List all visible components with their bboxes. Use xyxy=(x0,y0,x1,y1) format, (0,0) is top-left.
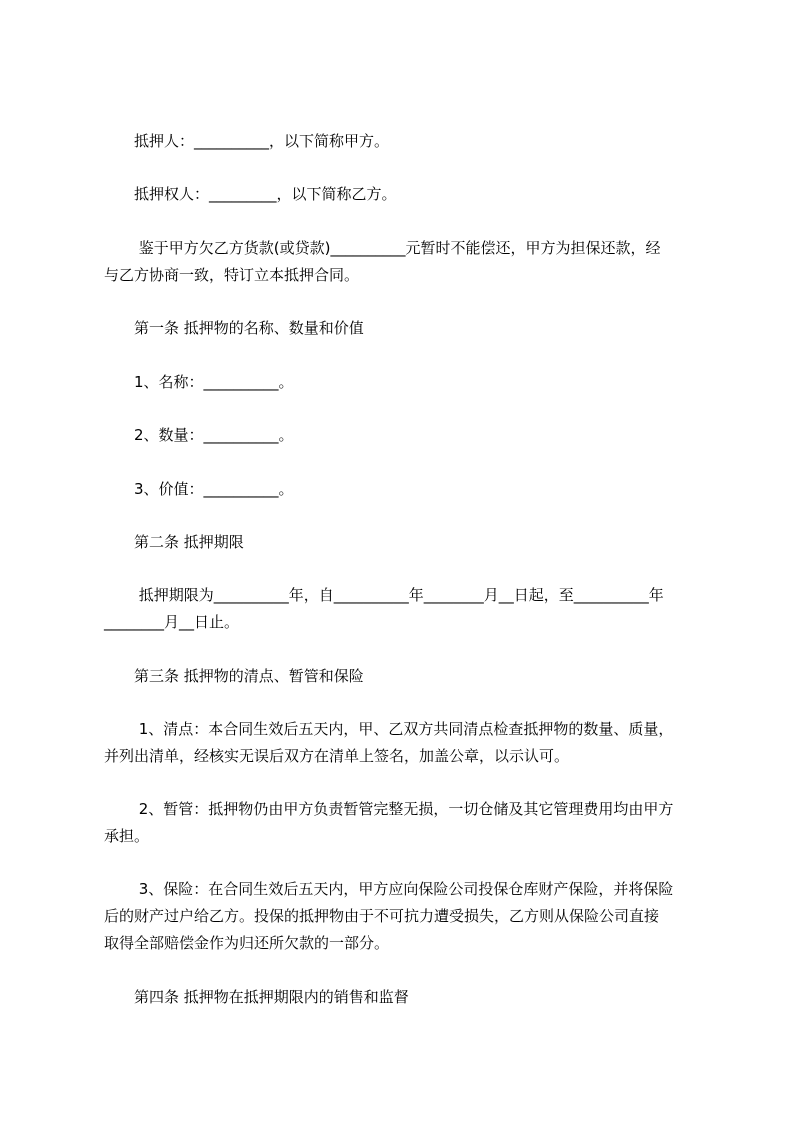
article-1-heading: 第一条 抵押物的名称、数量和价值 xyxy=(104,319,364,337)
inventory-line-2: 并列出清单，经核实无误后双方在清单上签名，加盖公章，以示认可。 xyxy=(104,747,570,765)
insurance-line-3: 取得全部赔偿金作为归还所欠款的一部分。 xyxy=(104,934,390,952)
inventory-line-1: 1、清点：本合同生效后五天内，甲、乙双方共同清点检查抵押物的数量、质量， xyxy=(104,720,674,738)
pledgor-line: 抵押人：__________，以下简称甲方。 xyxy=(104,132,390,150)
custody-line-1: 2、暂管：抵押物仍由甲方负责暂管完整无损，一切仓储及其它管理费用均由甲方 xyxy=(104,800,674,818)
preamble-line-1: 鉴于甲方欠乙方货款(或贷款)__________元暂时不能偿还，甲方为担保还款，经 xyxy=(104,239,661,257)
article-2-heading: 第二条 抵押期限 xyxy=(104,533,244,551)
pledgee-line: 抵押权人：_________，以下简称乙方。 xyxy=(104,185,397,203)
article-3-heading: 第三条 抵押物的清点、暂管和保险 xyxy=(104,667,364,685)
item-quantity: 2、数量：__________。 xyxy=(104,426,294,444)
item-value: 3、价值：__________。 xyxy=(104,480,294,498)
item-name: 1、名称：__________。 xyxy=(104,373,294,391)
article-4-heading: 第四条 抵押物在抵押期限内的销售和监督 xyxy=(104,988,409,1006)
preamble-line-2: 与乙方协商一致，特订立本抵押合同。 xyxy=(104,266,360,284)
custody-line-2: 承担。 xyxy=(104,827,150,845)
term-line-2: ________月__日止。 xyxy=(104,613,240,631)
insurance-line-1: 3、保险：在合同生效后五天内，甲方应向保险公司投保仓库财产保险，并将保险 xyxy=(104,880,674,898)
insurance-line-2: 后的财产过户给乙方。投保的抵押物由于不可抗力遭受损失，乙方则从保险公司直接 xyxy=(104,907,660,925)
term-line-1: 抵押期限为__________年，自__________年________月__日起，至__________年 xyxy=(104,586,664,604)
